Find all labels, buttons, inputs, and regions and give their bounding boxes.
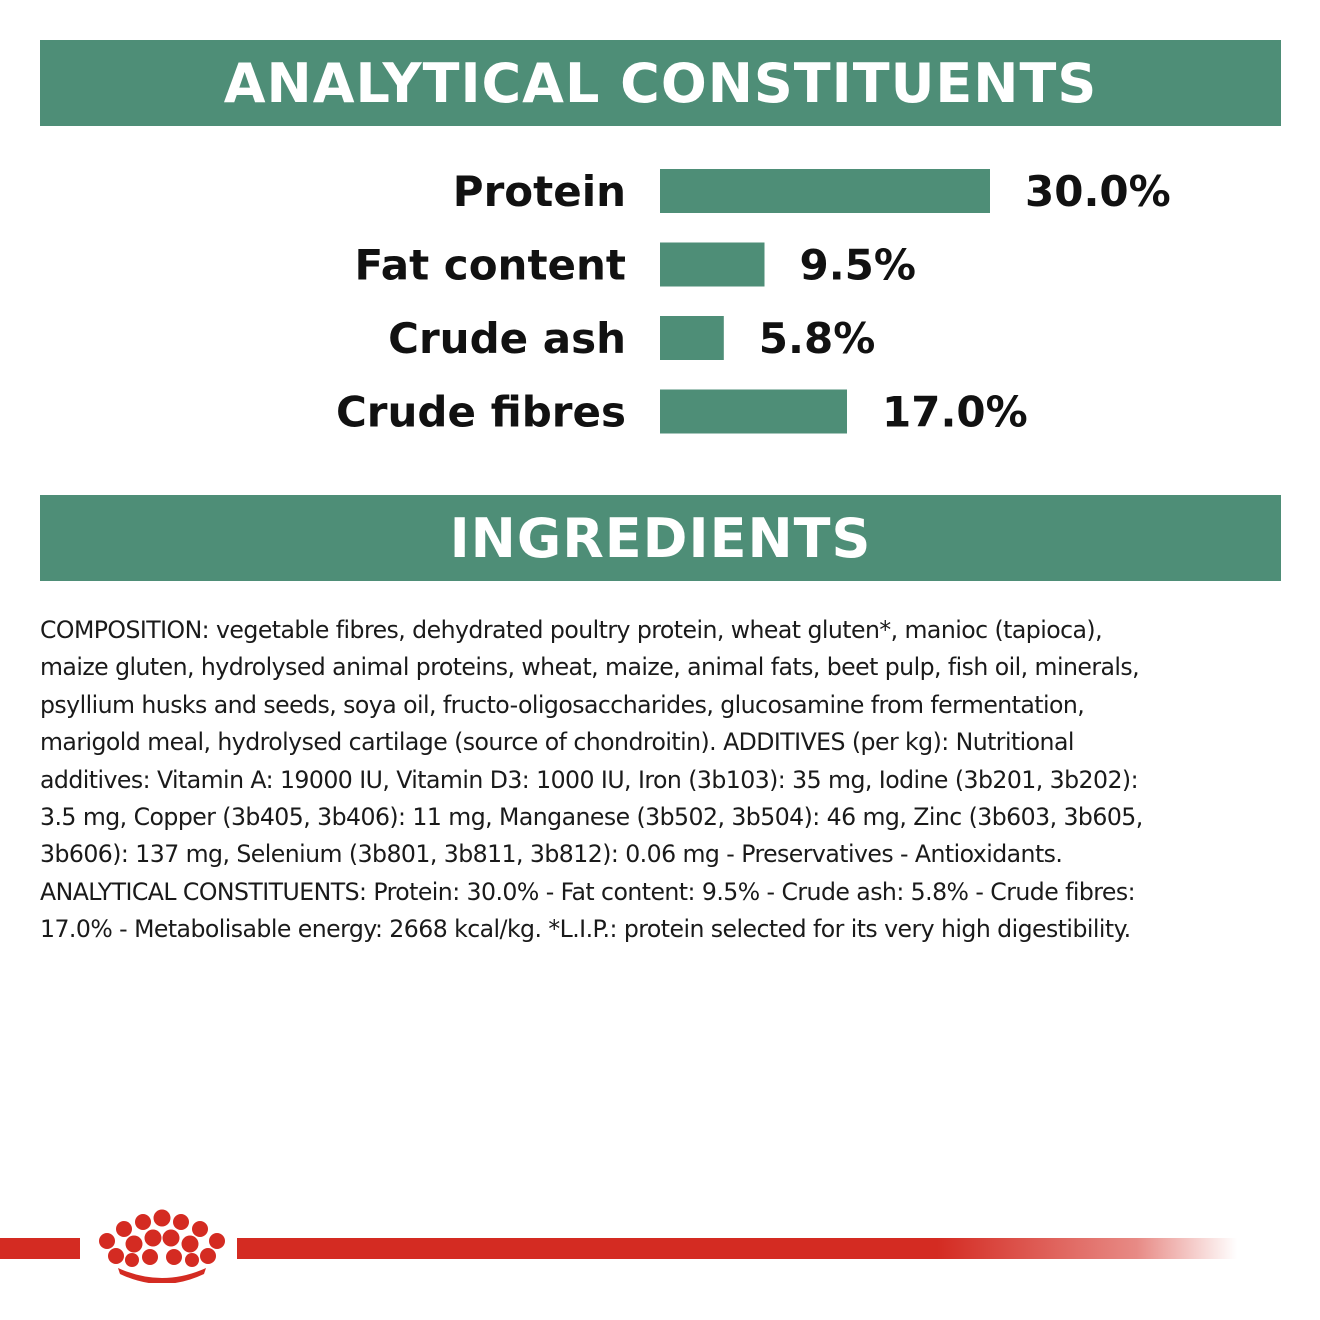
bar <box>660 390 847 434</box>
bar-value-label: 5.8% <box>758 314 876 363</box>
bar <box>660 243 765 287</box>
bar-value-label: 9.5% <box>799 240 916 290</box>
bar-label: Protein <box>452 167 626 216</box>
bar-value-label: 30.0% <box>1025 167 1171 216</box>
composition-text <box>40 612 1290 949</box>
analytical-constituents-banner <box>40 40 1281 126</box>
composition-line: COMPOSITION: vegetable fibres, dehydrated poultry protein, wheat gluten*, manioc (tapioca), <box>40 616 1103 644</box>
bar-label: Fat content <box>354 240 626 290</box>
crown-icon <box>92 1208 232 1283</box>
brand-stripe-left <box>0 1238 80 1259</box>
composition-line: 17.0% - Metabolisable energy: 2668 kcal/kg. *L.I.P.: protein selected for its very high digestibility. <box>40 915 1131 944</box>
composition-line: 3.5 mg, Copper (3b405, 3b406): 11 mg, Manganese (3b502, 3b504): 46 mg, Zinc (3b603, 3b605, <box>40 803 1143 832</box>
composition-line: additives: Vitamin A: 19000 IU, Vitamin D3: 1000 IU, Iron (3b103): 35 mg, Iodine (3b201, 3b202): <box>40 765 1138 794</box>
bar <box>660 316 724 360</box>
constituents-bar-chart <box>0 150 1320 460</box>
bar-value-label: 17.0% <box>882 387 1028 437</box>
composition-line: psyllium husks and seeds, soya oil, fructo-oligosaccharides, glucosamine from fermentation, <box>40 690 1085 719</box>
ingredients-title: INGREDIENTS <box>449 506 872 570</box>
brand-stripe-right <box>237 1238 1237 1259</box>
composition-line: 3b606): 137 mg, Selenium (3b801, 3b811, 3b812): 0.06 mg - Preservatives - Antioxidants. <box>40 840 1063 869</box>
composition-line: marigold meal, hydrolysed cartilage (source of chondroitin). ADDITIVES (per kg): Nutritional <box>40 728 1074 757</box>
bar-label: Crude fibres <box>335 387 626 437</box>
footer-brand-strip <box>0 1200 1320 1290</box>
composition-line: maize gluten, hydrolysed animal proteins, wheat, maize, animal fats, beet pulp, fish oil, minerals, <box>40 653 1140 682</box>
analytical-constituents-title: ANALYTICAL CONSTITUENTS <box>223 51 1098 115</box>
ingredients-banner <box>40 495 1281 581</box>
bar <box>660 169 990 213</box>
bar-label: Crude ash <box>388 314 626 363</box>
composition-line: ANALYTICAL CONSTITUENTS: Protein: 30.0% - Fat content: 9.5% - Crude ash: 5.8% - Crude fibres: <box>40 877 1136 906</box>
